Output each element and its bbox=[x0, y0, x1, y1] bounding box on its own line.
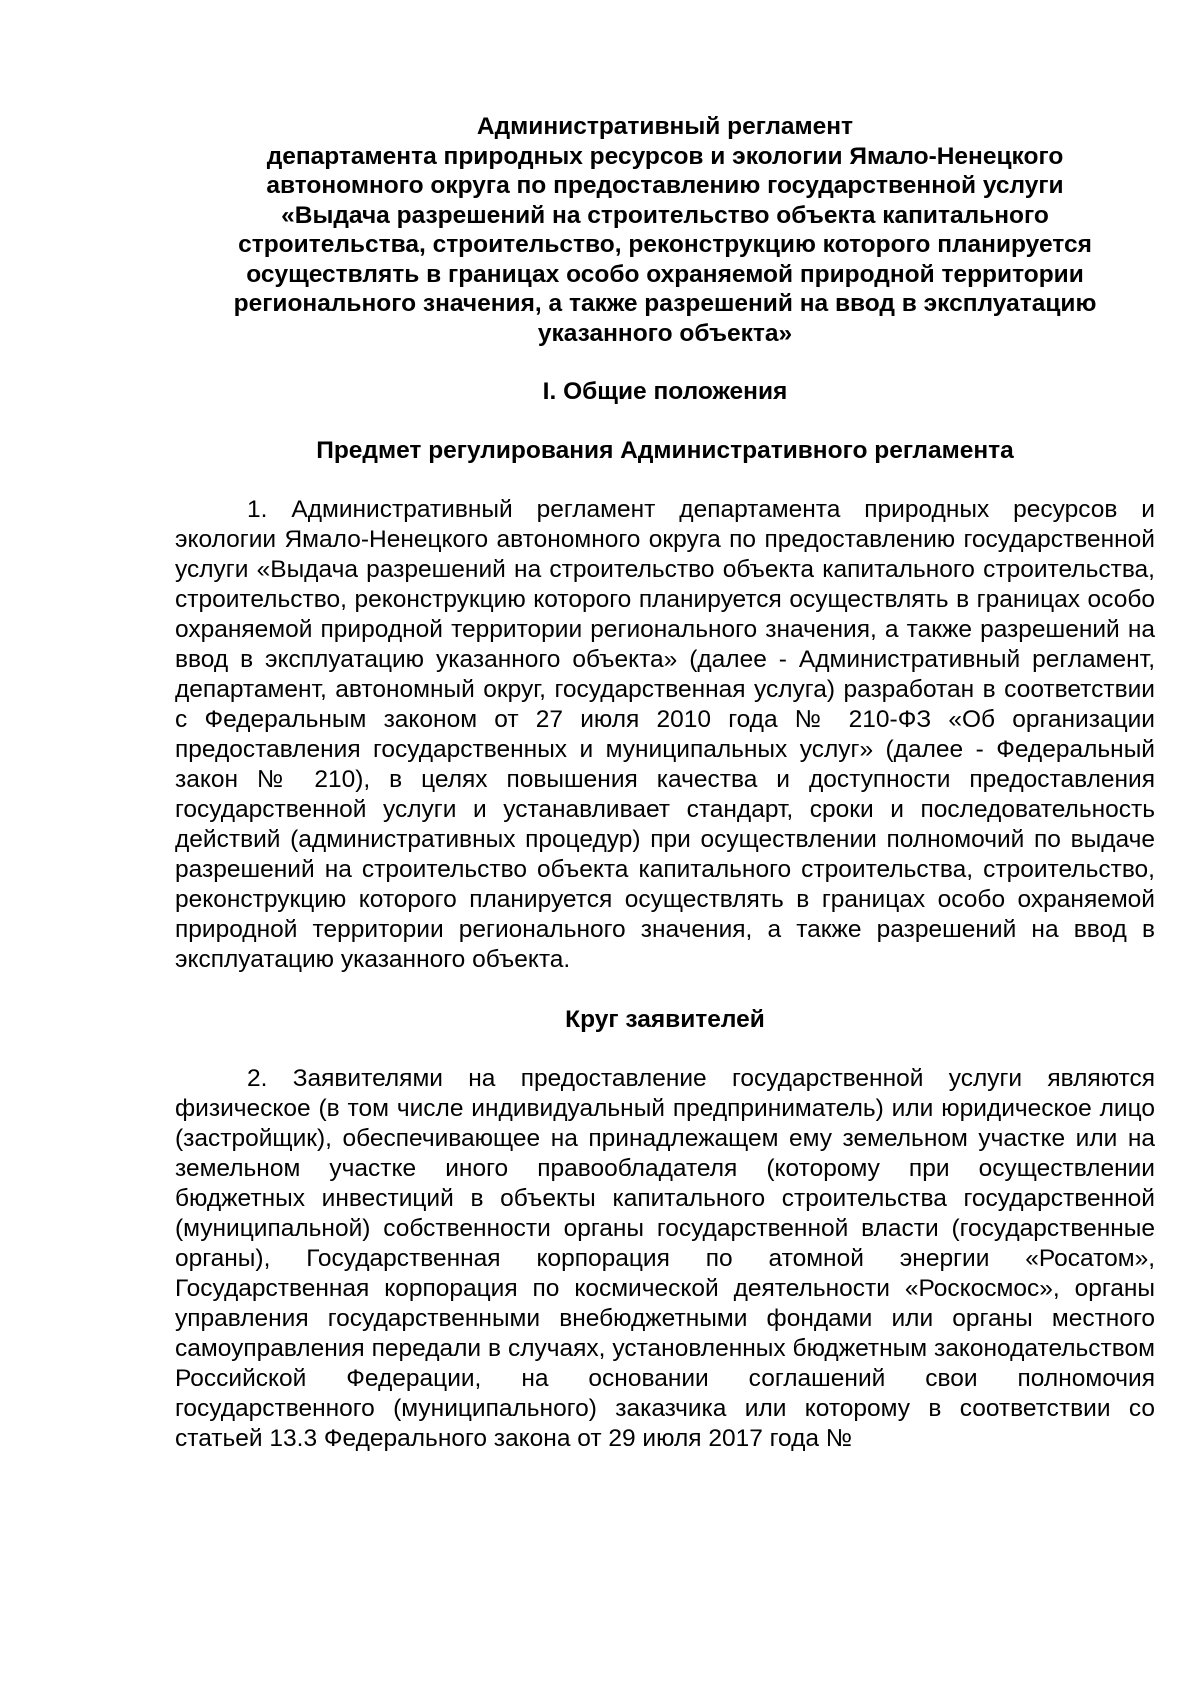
document-title-line: указанного объекта» bbox=[537, 319, 793, 347]
document-title-line: Административный регламент bbox=[476, 113, 854, 140]
document-title-line: осуществлять в границах особо охраняемой природной территории bbox=[246, 260, 1084, 288]
section-heading: I. Общие положения bbox=[542, 378, 788, 405]
document-title-line: регионального значения, а также разрешений на ввод в эксплуатацию bbox=[233, 290, 1097, 317]
document-title-line: автономного округа по предоставлению государственной услуги bbox=[266, 172, 1064, 199]
document-title bbox=[175, 112, 1155, 348]
subsection-heading-subject: Предмет регулирования Административного регламента bbox=[316, 437, 1014, 464]
document-title-line: строительства, строительство, реконструкцию которого планируется bbox=[238, 231, 1092, 258]
paragraph-1: 1. Административный регламент департамента природных ресурсов и экологии Ямало-Ненецкого автономного округа по предоставлению государственной услуги «Выдача разрешений на строительство объекта капитального строительства, строительство, реконструкцию которого планируется осуществлять в границах особо охраняемой природной территории регионального значения, а также разрешений на ввод в эксплуатацию указанного объекта» (далее - Административный регламент, департамент, автономный округ, государственная услуга) разработан в соответствии с Федеральным законом от 27 июля 2010 года № 210-ФЗ «Об организации предоставления государственных и муниципальных услуг» (далее - Федеральный закон № 210), в целях повышения качества и доступности предоставления государственной услуги и устанавливает стандарт, сроки и последовательность действий (административных процедур) при осуществлении полномочий по выдаче разрешений на строительство объекта капитального строительства, строительство, реконструкцию которого планируется осуществлять в границах особо охраняемой природной территории регионального значения, а также разрешений на ввод в эксплуатацию указанного объекта. bbox=[175, 496, 1155, 973]
document-title-line: «Выдача разрешений на строительство объекта капитального bbox=[281, 201, 1049, 229]
document-title-line: департамента природных ресурсов и экологии Ямало-Ненецкого bbox=[266, 142, 1064, 170]
paragraph-2: 2. Заявителями на предоставление государственной услуги являются физическое (в том числе индивидуальный предприниматель) или юридическое лицо (застройщик), обеспечивающее на принадлежащем ему земельном участке или на земельном участке иного правообладателя (которому при осуществлении бюджетных инвестиций в объекты капитального строительства государственной (муниципальной) собственности органы государственной власти (государственные органы), Государственная корпорация по атомной энергии «Росатом», Государственная корпорация по космической деятельности «Роскосмос», органы управления государственными внебюджетными фондами или органы местного самоуправления передали в случаях, установленных бюджетным законодательством Российской Федерации, на основании соглашений свои полномочия государственного (муниципального) заказчика или которому в соответствии со статьей 13.3 Федерального закона от 29 июля 2017 года № bbox=[175, 1065, 1155, 1452]
subsection-heading-applicants: Круг заявителей bbox=[565, 1006, 765, 1033]
document-page bbox=[175, 112, 1155, 1454]
